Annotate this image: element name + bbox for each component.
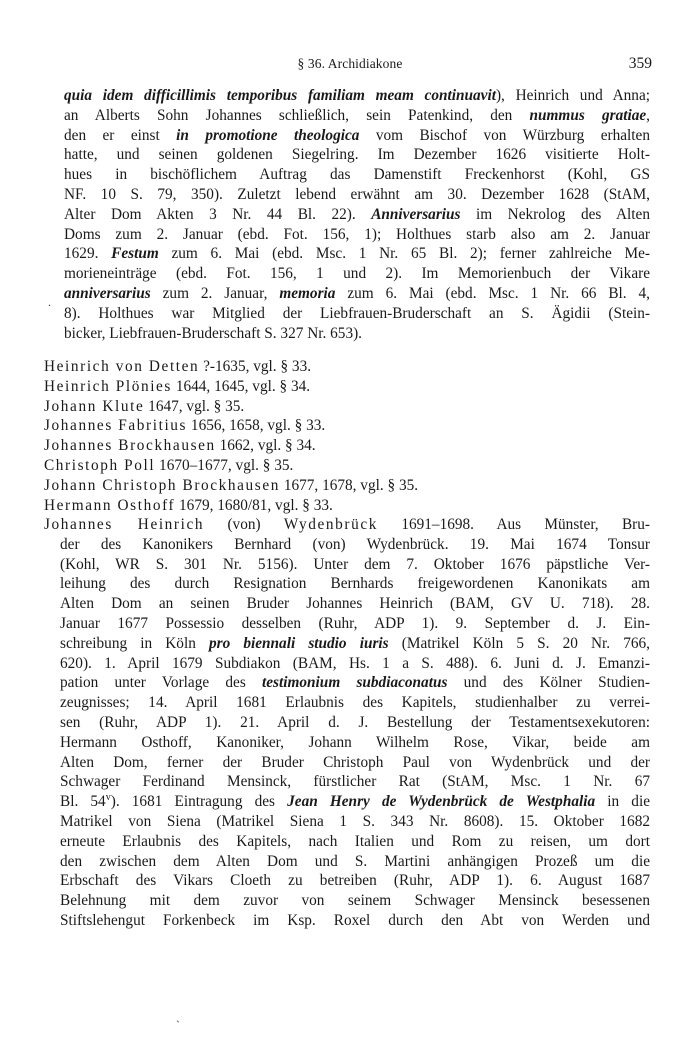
text-line [44, 713, 650, 733]
entry-detail: 1670–1677, vgl. § 35. [155, 456, 294, 474]
list-item [44, 357, 650, 377]
person-name: Hermann Osthoff [44, 496, 176, 514]
latin-term: quia idem difficillimis temporibus familiam meam continuavit [64, 87, 496, 104]
text-line [44, 693, 650, 713]
text-run: Alten Dom, ferner der Bruder Christoph Paul von Wydenbrück und der [60, 753, 650, 771]
person-name: Christoph Poll [44, 456, 156, 474]
text-run: NF. 10 S. 79, 350). Zuletzt lebend erwähnt am 30. Dezember 1628 (StAM, [64, 185, 650, 203]
text-run: Alten Dom an seinen Bruder Johannes Heinrich (BAM, GV U. 718). 28. [60, 595, 650, 613]
text-run: zum 6. Mai (ebd. Msc. 1 Nr. 65 Bl. 2); ferner zahlreiche Me- [158, 245, 650, 263]
person-name: Johannes Brockhausen [44, 437, 216, 455]
latin-term: nummus gratiae [529, 106, 647, 124]
text-line [64, 264, 650, 284]
text-run: pation unter Vorlage des [60, 674, 263, 692]
text-run: morieneinträge (ebd. Fot. 156, 1 und 2). Im Memorienbuch der Vikare [64, 265, 650, 283]
margin-mark: . [48, 295, 51, 309]
text-run: vom Bischof von Würzburg erhalten [359, 126, 650, 144]
entry-detail: 1677, 1678, vgl. § 35. [280, 476, 419, 494]
text-line [44, 574, 650, 594]
entry-detail: ?-1635, vgl. § 33. [199, 358, 312, 375]
list-item [44, 476, 650, 496]
text-line [64, 304, 650, 324]
text-run: (von) [204, 516, 284, 533]
text-line [44, 515, 650, 535]
text-run: zum 2. Januar, [150, 284, 280, 302]
entry-detail: 1644, 1645, vgl. § 34. [172, 377, 311, 395]
text-run: 1629. [64, 245, 112, 263]
text-line [44, 891, 650, 911]
text-run: zum 6. Mai (ebd. Msc. 1 Nr. 66 Bl. 4, [335, 284, 650, 302]
text-run: der des Kanonikers Bernhard (von) Wydenbrück. 19. Mai 1674 Tonsur [60, 535, 650, 553]
entry-detail: 1656, 1658, vgl. § 33. [187, 417, 326, 435]
running-header [44, 55, 656, 75]
text-run: (Kohl, WR S. 301 Nr. 5156). Unter dem 7. Oktober 1676 päpstliche Ver- [60, 555, 650, 573]
text-run: Belehnung mit dem zuvor von seinem Schwager Mensinck besessenen [60, 892, 650, 910]
text-run: sen (Ruhr, ADP 1). 21. April d. J. Bestellung der Testamentsexekutoren: [60, 713, 650, 731]
text-line [64, 86, 650, 106]
text-line [64, 106, 650, 126]
holthues-paragraph [64, 86, 650, 343]
text-line [44, 594, 650, 614]
archdeacon-list [44, 357, 650, 515]
text-run: (Matrikel Köln 5 S. 20 Nr. 766, [388, 634, 650, 652]
latin-term: pro biennali studio iuris [208, 634, 389, 652]
person-name: Heinrich von Detten [44, 358, 200, 375]
text-run: im Nekrolog des Alten [460, 205, 650, 223]
text-run: ). 1681 Eintragung des [110, 793, 288, 811]
text-line [64, 244, 650, 264]
margin-mark: ˋ [176, 1018, 180, 1032]
text-line [64, 126, 650, 146]
text-run: Januar 1677 Possessio desselben (Ruhr, ADP 1). 9. September d. J. Ein- [60, 614, 650, 632]
wydenbrueck-entry [44, 515, 650, 931]
text-line [44, 792, 650, 812]
text-run: 620). 1. April 1679 Subdiakon (BAM, Hs. 1 a S. 488). 6. Juni d. J. Emanzi- [60, 654, 650, 672]
text-run: Matrikel von Siena (Matrikel Siena 1 S. 343 Nr. 8608). 15. Oktober 1682 [60, 812, 650, 830]
text-line [44, 673, 650, 693]
text-line [64, 185, 650, 205]
text-line [44, 772, 650, 792]
text-line [64, 225, 650, 245]
text-run: Alter Dom Akten 3 Nr. 44 Bl. 22). [64, 205, 372, 223]
person-name: Heinrich Plönies [44, 377, 172, 395]
text-run: Schwager Ferdinand Mensinck, fürstlicher Rat (StAM, Msc. 1 Nr. 67 [60, 773, 650, 791]
person-name: Wydenbrück [283, 516, 378, 533]
text-run: an Alberts Sohn Johannes schließlich, sein Patenkind, den [64, 106, 530, 124]
latin-term: testimonium subdiaconatus [262, 674, 448, 692]
text-line [44, 852, 650, 872]
text-line [44, 832, 650, 852]
text-run: 8). Holthues war Mitglied der Liebfrauen-Bruderschaft an S. Ägidii (Stein- [64, 304, 650, 322]
text-run: den er einst [64, 126, 177, 144]
text-line [64, 165, 650, 185]
text-run: , [646, 106, 650, 124]
page-number: 359 [628, 55, 652, 72]
person-name: Johann Christoph Brockhausen [44, 476, 280, 494]
section-title: § 36. Archidiakone [297, 56, 403, 71]
text-run: zeugnisses; 14. April 1681 Erlaubnis des Kapitels, studienhalber zu verrei- [60, 694, 650, 712]
text-line [44, 812, 650, 832]
text-line [44, 535, 650, 555]
list-item [44, 456, 650, 476]
latin-term: Jean Henry de Wydenbrück de Westphalia [287, 793, 596, 811]
text-run: Erbschaft des Vikars Cloeth zu betreiben (Ruhr, ADP 1). 6. August 1687 [60, 872, 650, 890]
text-line [44, 614, 650, 634]
text-run: Hermann Osthoff, Kanoniker, Johann Wilhelm Rose, Vikar, beide am [60, 733, 650, 751]
text-line [44, 555, 650, 575]
text-run: Stiftslehengut Forkenbeck im Ksp. Roxel durch den Abt von Werden und [60, 911, 650, 929]
person-name: Johannes Heinrich [44, 516, 205, 533]
superscript: v [105, 792, 111, 804]
list-item [44, 436, 650, 456]
text-run: in die [595, 793, 650, 811]
list-item [44, 377, 650, 397]
text-run: den zwischen dem Alten Dom und S. Martini anhängigen Prozeß um die [60, 852, 650, 870]
text-run: hatte, und seinen goldenen Siegelring. Im Dezember 1626 visitierte Holt- [64, 146, 650, 164]
latin-term: Festum [111, 245, 159, 263]
list-item [44, 416, 650, 436]
latin-term: anniversarius [64, 284, 151, 302]
entry-detail: 1679, 1680/81, vgl. § 33. [175, 496, 333, 514]
person-name: Johann Klute [44, 397, 145, 415]
text-line [44, 753, 650, 773]
text-line [44, 871, 650, 891]
text-line [64, 205, 650, 225]
entry-detail: 1662, vgl. § 34. [215, 437, 316, 455]
text-line [64, 284, 650, 304]
latin-term: Anniversarius [371, 205, 461, 223]
entry-detail: 1691–1698. Aus Münster, Bru- [378, 516, 650, 533]
list-item [44, 397, 650, 417]
text-run: schreibung in Köln [60, 634, 209, 652]
text-line [44, 911, 650, 931]
list-item [44, 496, 650, 516]
text-run: leihung des durch Resignation Bernhards freigewordenen Kanonikats am [60, 575, 650, 593]
entry-detail: 1647, vgl. § 35. [144, 397, 245, 415]
text-run: Doms zum 2. Januar (ebd. Fot. 156, 1); Holthues starb also am 2. Januar [64, 225, 650, 243]
person-name: Johannes Fabritius [44, 417, 188, 435]
text-line [44, 634, 650, 654]
text-run: erneute Erlaubnis des Kapitels, nach Italien und Rom zu reisen, um dort [60, 832, 650, 850]
text-line [44, 733, 650, 753]
text-run: ), Heinrich und Anna; [495, 87, 650, 104]
text-run: bicker, Liebfrauen-Bruderschaft S. 327 Nr. 653). [64, 324, 363, 342]
text-line [64, 324, 650, 344]
text-run: und des Kölner Studien- [447, 674, 650, 692]
text-line [44, 654, 650, 674]
text-run: Bl. 54 [60, 793, 106, 811]
text-run: hues in bischöflichem Auftrag das Damenstift Freckenhorst (Kohl, GS [64, 166, 650, 184]
latin-term: in promotione theologica [176, 126, 360, 144]
latin-term: memoria [279, 284, 336, 302]
text-line [64, 145, 650, 165]
